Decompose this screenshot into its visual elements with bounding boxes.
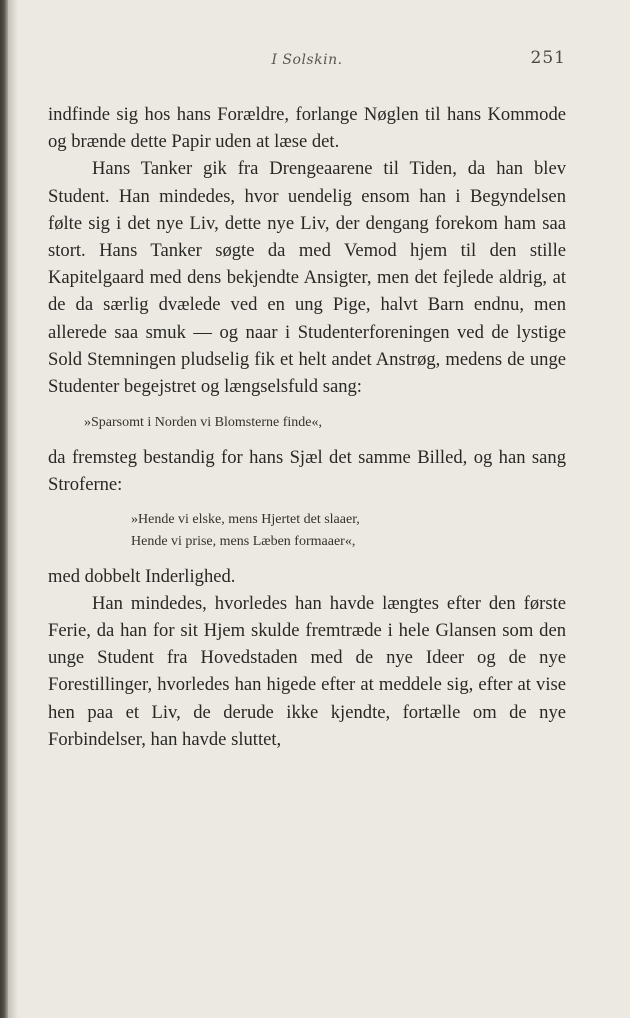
running-head-title: I Solskin. (271, 52, 343, 68)
paragraph: med dobbelt Inderlighed. (48, 565, 236, 587)
paragraph: indfinde sig hos hans Forældre, forlange Nøglen til hans Kommode og brænde dette Papir uden at læse det. (48, 104, 566, 153)
page-number: 251 (530, 48, 566, 68)
paragraph: Hans Tanker gik fra Drengeaarene til Tiden, da han blev Student. Han mindedes, hvor uendelig ensom han i Begyndelsen følte sig i det nye Liv, dette nye Liv, der dengang forekom ham saa stort. Hans Tanker søgte da med Vemod hjem til den stille Kapitelgaard med dens bekjendte Ansigter, men det fejlede aldrig, at de da særlig dvælede ved en ung Pige, halvt Barn endnu, men allerede saa smuk — og naar i Studenterforeningen ved de lystige Sold Stemningen pludselig fik et helt andet Anstrøg, medens de unge Studenter begejstret og længselsfuld sang: (48, 158, 566, 398)
running-head (48, 48, 566, 76)
song-quote (48, 509, 566, 553)
quote-line: »Sparsomt i Norden vi Blomsterne finde«, (84, 415, 322, 431)
body-text (48, 101, 566, 753)
quote-line: Hende vi prise, mens Læben formaaer«, (131, 533, 356, 549)
binding-shadow (8, 0, 18, 1018)
song-quote (48, 412, 566, 434)
quote-line: »Hende vi elske, mens Hjertet det slaaer, (131, 511, 360, 527)
paragraph: Han mindedes, hvorledes han havde længtes efter den første Ferie, da han for sit Hjem skulde fremtræde i hele Glansen som den unge Student fra Hovedstaden med de nye Ideer og de nye Forestillinger, hvorledes han higede efter at meddele sig, efter at vise hen paa et Liv, de derude ikke kjendte, fortælle om de nye Forbindelser, han havde sluttet, (48, 592, 566, 750)
book-binding-edge (0, 0, 8, 1018)
paragraph: da fremsteg bestandig for hans Sjæl det samme Billed, og han sang Stroferne: (48, 447, 566, 496)
